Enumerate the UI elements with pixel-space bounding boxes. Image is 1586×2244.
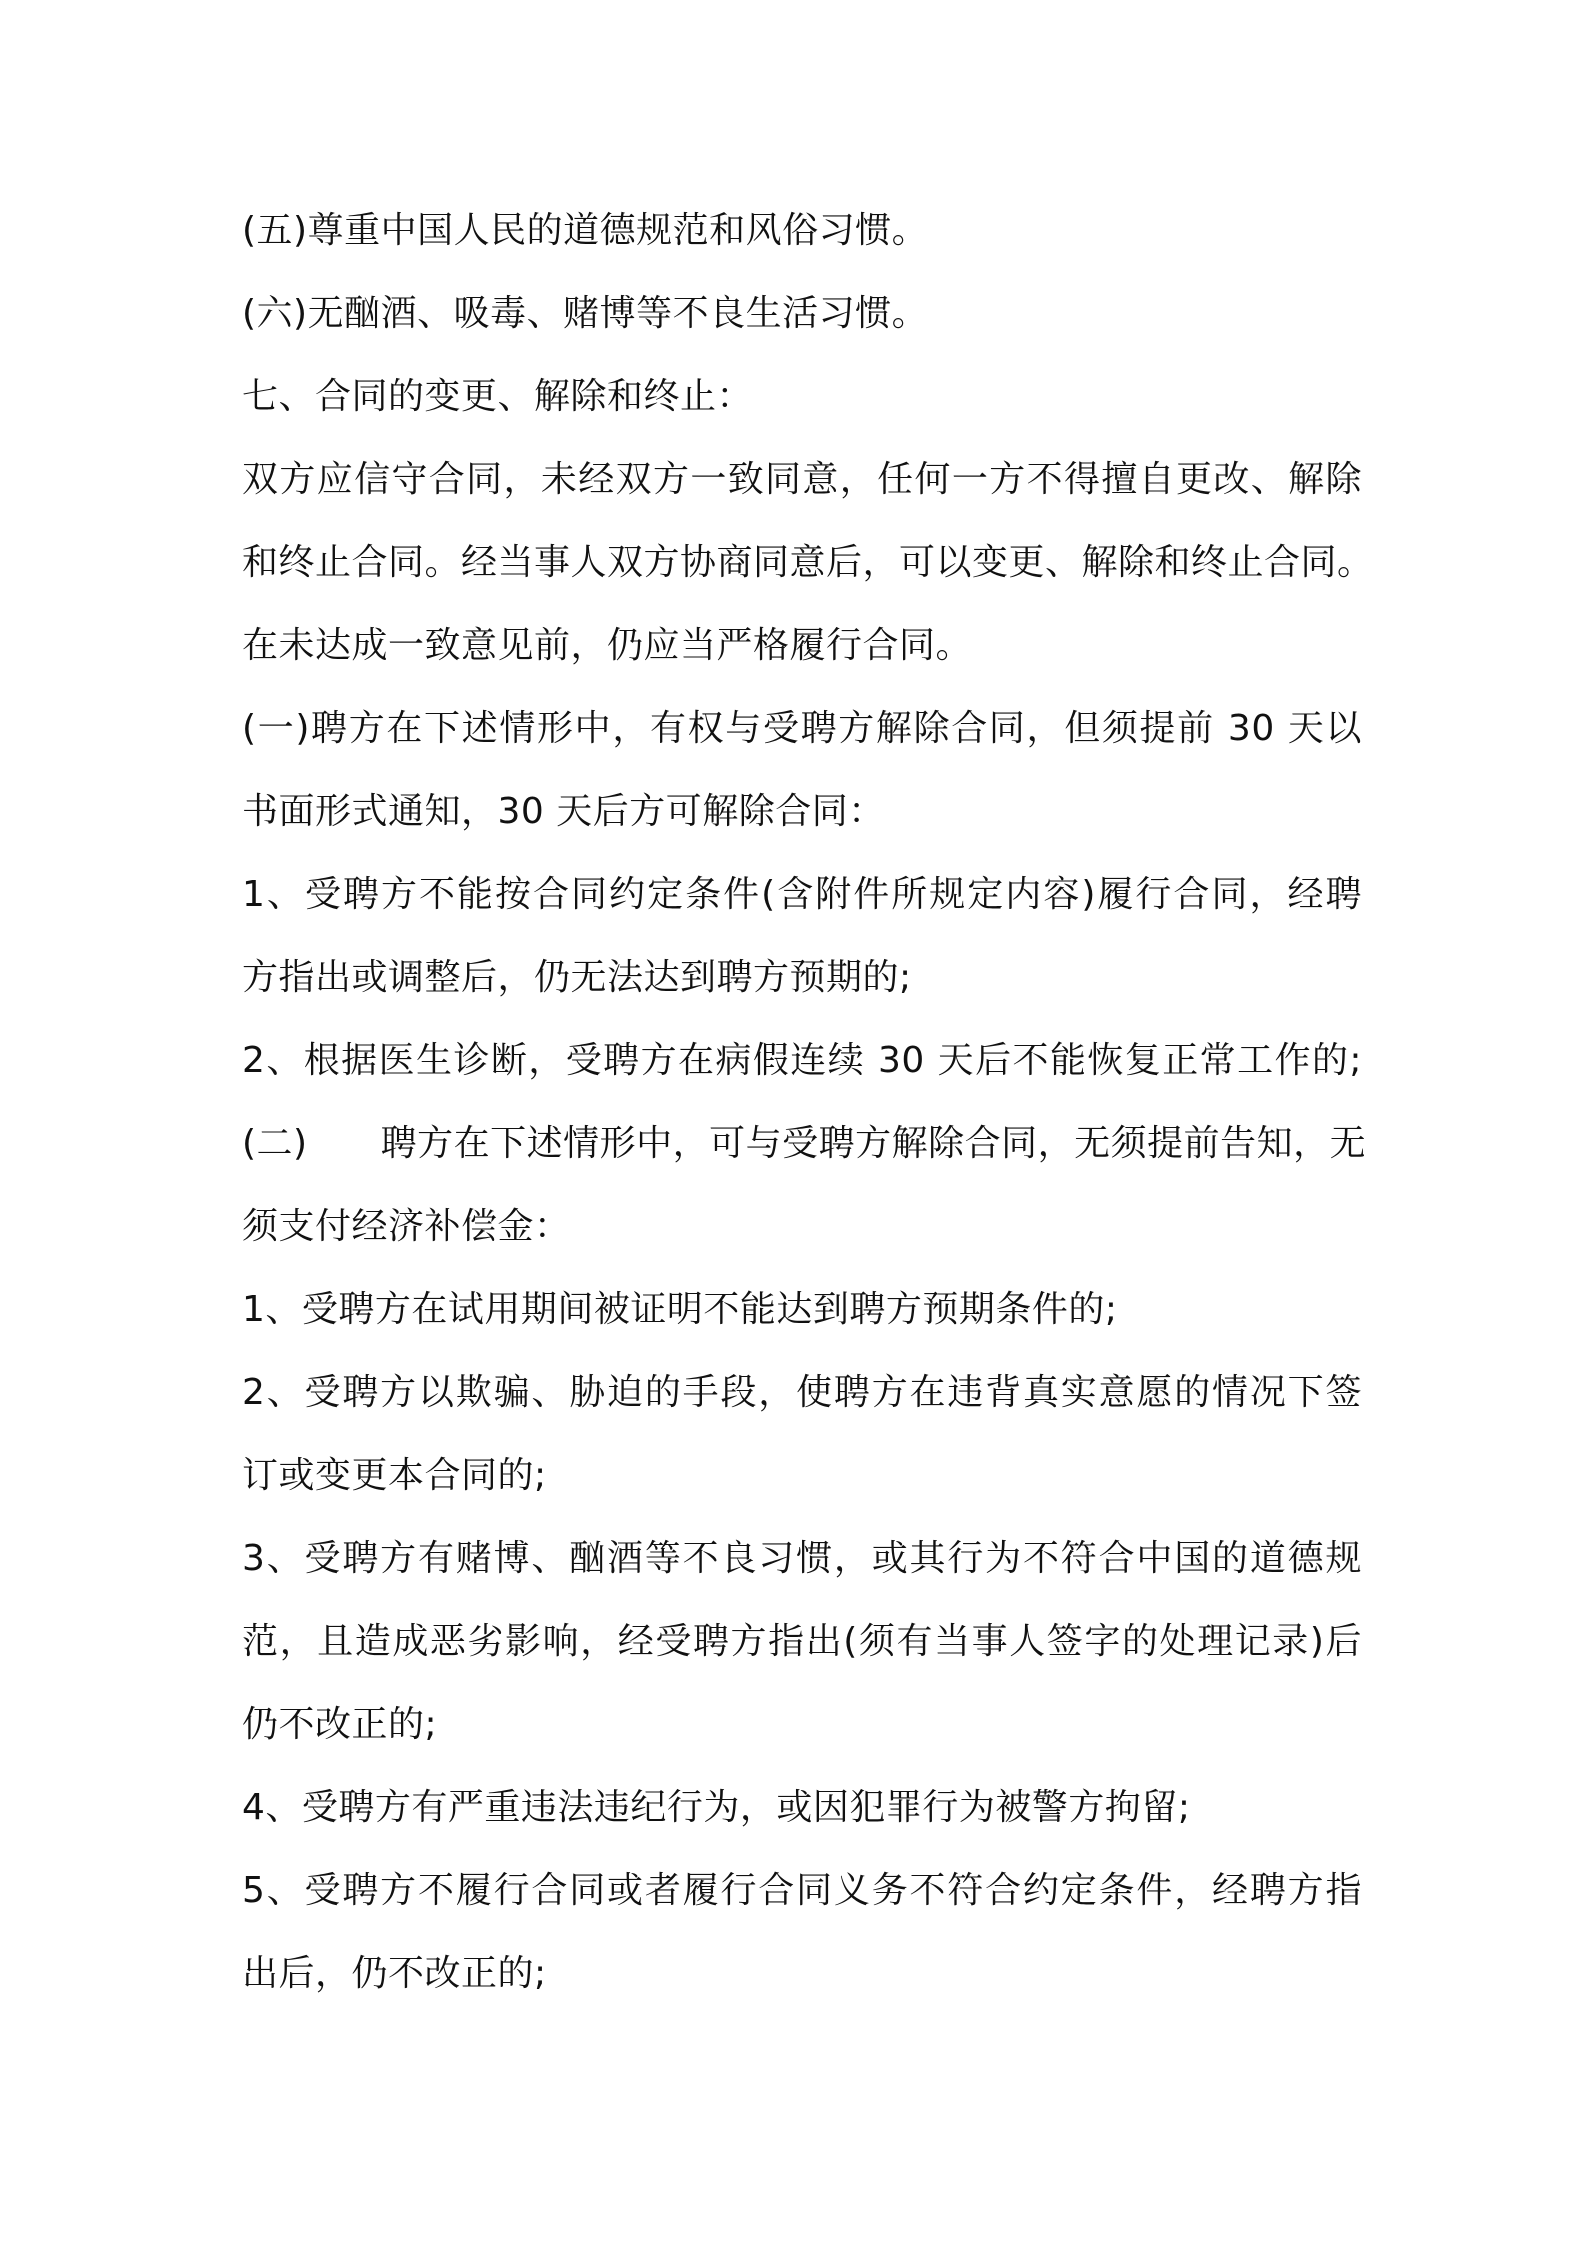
list-item: 2、受聘方以欺骗、胁迫的手段，使聘方在违背真实意愿的情况下签 bbox=[242, 1372, 1362, 1413]
clause-1-heading: (一)聘方在下述情形中，有权与受聘方解除合同，但须提前 30 天以 bbox=[242, 708, 1362, 749]
list-item-continuation: 仍不改正的; bbox=[242, 1704, 438, 1745]
list-item: 1、受聘方在试用期间被证明不能达到聘方预期条件的; bbox=[242, 1289, 1118, 1330]
list-item: 5、受聘方不履行合同或者履行合同义务不符合约定条件，经聘方指 bbox=[242, 1870, 1362, 1911]
list-item-continuation: 出后，仍不改正的; bbox=[242, 1953, 547, 1994]
paragraph-line: 双方应信守合同，未经双方一致同意，任何一方不得擅自更改、解除 bbox=[242, 459, 1362, 500]
paragraph-line: 在未达成一致意见前，仍应当严格履行合同。 bbox=[242, 625, 973, 666]
paragraph-line: 和终止合同。经当事人双方协商同意后，可以变更、解除和终止合同。 bbox=[242, 542, 1374, 583]
clause-6-no-bad-habits: (六)无酗酒、吸毒、赌博等不良生活习惯。 bbox=[242, 293, 929, 334]
paragraph-line: 须支付经济补偿金： bbox=[242, 1206, 571, 1247]
list-item-continuation: 方指出或调整后，仍无法达到聘方预期的; bbox=[242, 957, 912, 998]
list-item: 2、根据医生诊断，受聘方在病假连续 30 天后不能恢复正常工作的; bbox=[242, 1040, 1362, 1081]
clause-5-respect-customs: (五)尊重中国人民的道德规范和风俗习惯。 bbox=[242, 210, 929, 251]
list-item-continuation: 订或变更本合同的; bbox=[242, 1455, 547, 1496]
section-7-heading: 七、合同的变更、解除和终止： bbox=[242, 376, 754, 417]
list-item-continuation: 范，且造成恶劣影响，经受聘方指出(须有当事人签字的处理记录)后 bbox=[242, 1621, 1362, 1662]
clause-2-heading: (二) 聘方在下述情形中，可与受聘方解除合同，无须提前告知，无 bbox=[242, 1123, 1367, 1164]
paragraph-line: 书面形式通知，30 天后方可解除合同： bbox=[242, 791, 885, 832]
list-item: 4、受聘方有严重违法违纪行为，或因犯罪行为被警方拘留; bbox=[242, 1787, 1191, 1828]
list-item: 3、受聘方有赌博、酗酒等不良习惯，或其行为不符合中国的道德规 bbox=[242, 1538, 1362, 1579]
list-item: 1、受聘方不能按合同约定条件(含附件所规定内容)履行合同，经聘 bbox=[242, 874, 1362, 915]
